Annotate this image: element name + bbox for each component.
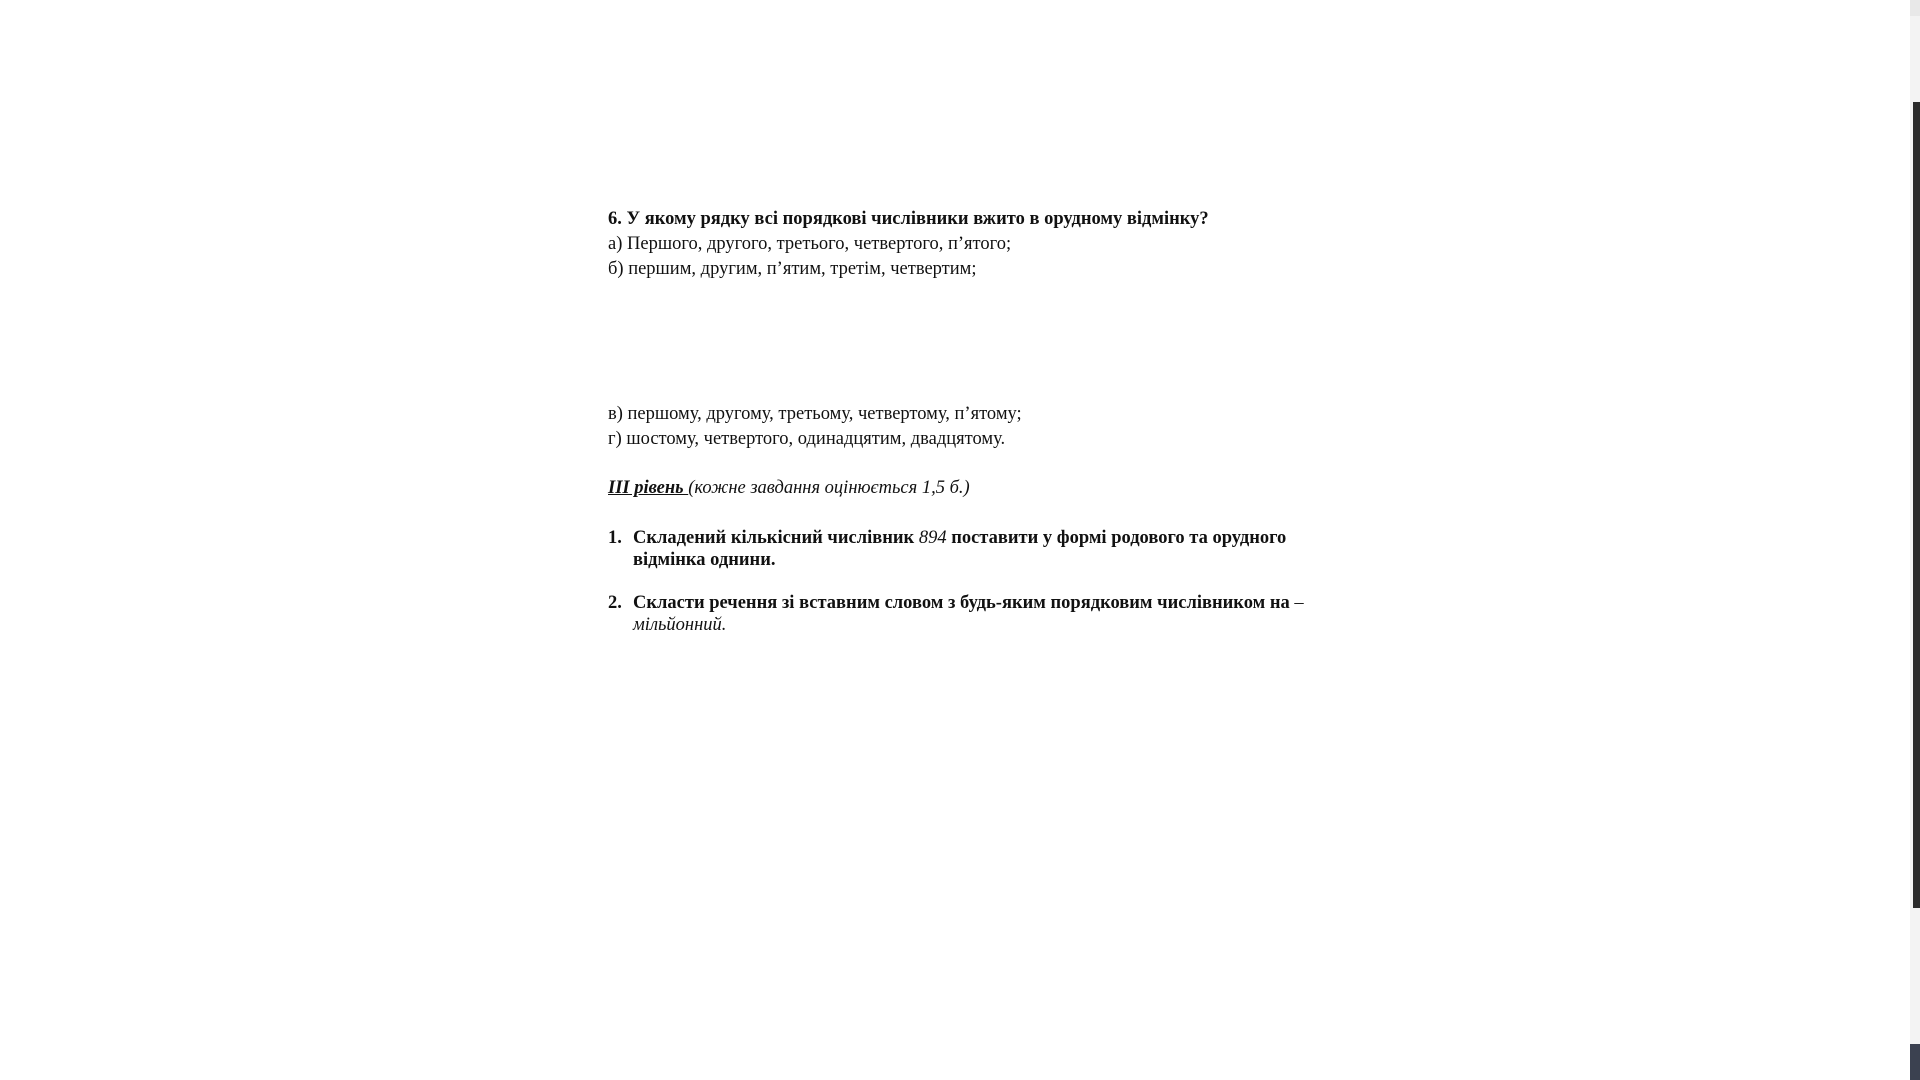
question-6-title: 6. У якому рядку всі порядкові числівники вжито в орудному відмінку? xyxy=(608,209,1209,229)
scrollbar-bottom-cap xyxy=(1910,1044,1920,1080)
task-2-number: 2. xyxy=(608,593,622,613)
level-3-note: (кожне завдання оцінюється 1,5 б.) xyxy=(688,478,970,498)
task-2 xyxy=(608,592,1308,636)
task-1-text-after: поставити у формі родового та орудного відмінка однини. xyxy=(633,528,1287,570)
task-1-emphasis: 894 xyxy=(918,528,947,548)
task-2-text xyxy=(633,592,1308,636)
task-1-number: 1. xyxy=(608,528,622,548)
task-1 xyxy=(608,527,1308,571)
task-1-text-before: Складений кількісний числівник xyxy=(633,528,919,548)
task-2-emphasis: –мільйонний. xyxy=(633,593,1304,635)
option-g: г) шостому, четвертого, одинадцятим, двадцятому. xyxy=(608,429,1006,449)
task-2-text-before: Скласти речення зі вставним словом з будь-яким порядковим числівником на xyxy=(633,593,1295,613)
scrollbar-top-cap xyxy=(1910,0,1920,16)
level-3-heading-line xyxy=(608,477,970,499)
option-a: а) Першого, другого, третього, четвертого, п’ятого; xyxy=(608,234,1012,254)
level-3-heading: ІІІ рівень xyxy=(608,478,689,498)
option-v: в) першому, другому, третьому, четвертому, п’ятому; xyxy=(608,404,1022,424)
option-b: б) першим, другим, п’ятим, третім, четвертим; xyxy=(608,259,977,279)
vertical-scrollbar[interactable] xyxy=(1910,0,1920,1080)
task-1-text xyxy=(633,527,1308,571)
scrollbar-thumb[interactable] xyxy=(1913,102,1920,908)
